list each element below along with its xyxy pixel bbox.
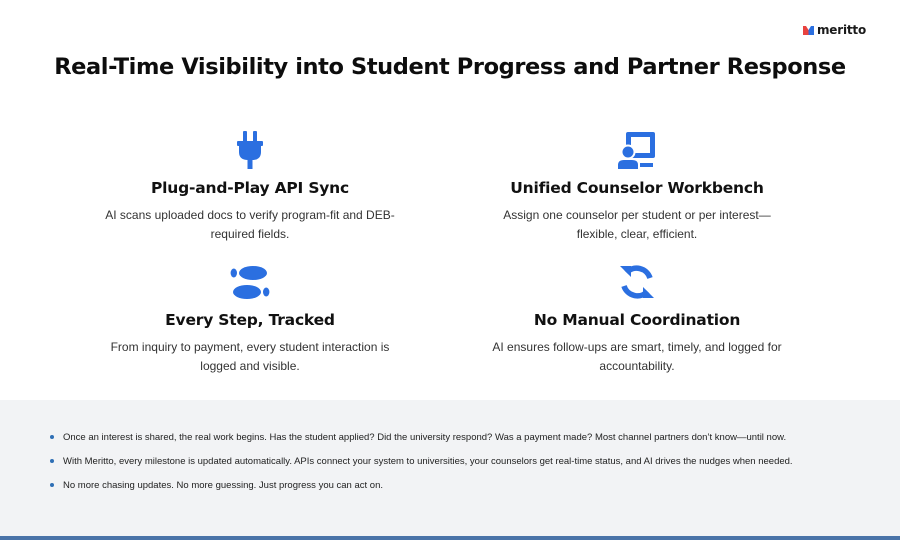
feature-title: No Manual Coordination — [533, 311, 741, 329]
footer-accent-bar — [0, 536, 900, 540]
feature-description: AI scans uploaded docs to verify program-fit and DEB-required fields. — [105, 208, 395, 241]
bullet-text: With Meritto, every milestone is updated automatically. APIs connect your system to universities, your counselors get real-time status, and AI drives the nudges when needed. — [63, 456, 793, 467]
brand-logo — [803, 23, 866, 37]
bullet-text: No more chasing updates. No more guessing. Just progress you can act on. — [63, 480, 384, 491]
feature-description: AI ensures follow-ups are smart, timely, and logged for accountability. — [492, 340, 782, 373]
feature-counselor-workbench — [472, 130, 802, 244]
feature-description: From inquiry to payment, every student interaction is logged and visible. — [110, 340, 390, 373]
bullet-item — [50, 478, 870, 493]
feature-no-manual-coordination — [472, 262, 802, 376]
summary-panel — [0, 400, 900, 536]
brand-name: meritto — [817, 23, 866, 37]
bullet-dot-icon — [50, 435, 54, 439]
plug-icon — [230, 130, 270, 170]
sync-icon — [617, 262, 657, 302]
page-title: Real-Time Visibility into Student Progress and Partner Response — [54, 54, 846, 80]
feature-title: Unified Counselor Workbench — [510, 179, 764, 197]
bullet-item — [50, 454, 870, 469]
bullet-text: Once an interest is shared, the real work begins. Has the student applied? Did the university respond? Was a payment made? Most channel partners don’t know—until now. — [63, 432, 787, 443]
footsteps-icon — [230, 262, 270, 302]
bullet-dot-icon — [50, 483, 54, 487]
bullet-item — [50, 430, 870, 445]
bullet-dot-icon — [50, 459, 54, 463]
feature-api-sync — [85, 130, 415, 244]
feature-description: Assign one counselor per student or per interest—flexible, clear, efficient. — [503, 208, 771, 241]
summary-bullets — [50, 430, 870, 502]
meritto-logo-icon — [803, 25, 814, 35]
feature-title: Plug-and-Play API Sync — [150, 179, 350, 197]
counselor-workbench-icon — [617, 130, 657, 170]
feature-title: Every Step, Tracked — [165, 311, 335, 329]
feature-every-step-tracked — [85, 262, 415, 376]
